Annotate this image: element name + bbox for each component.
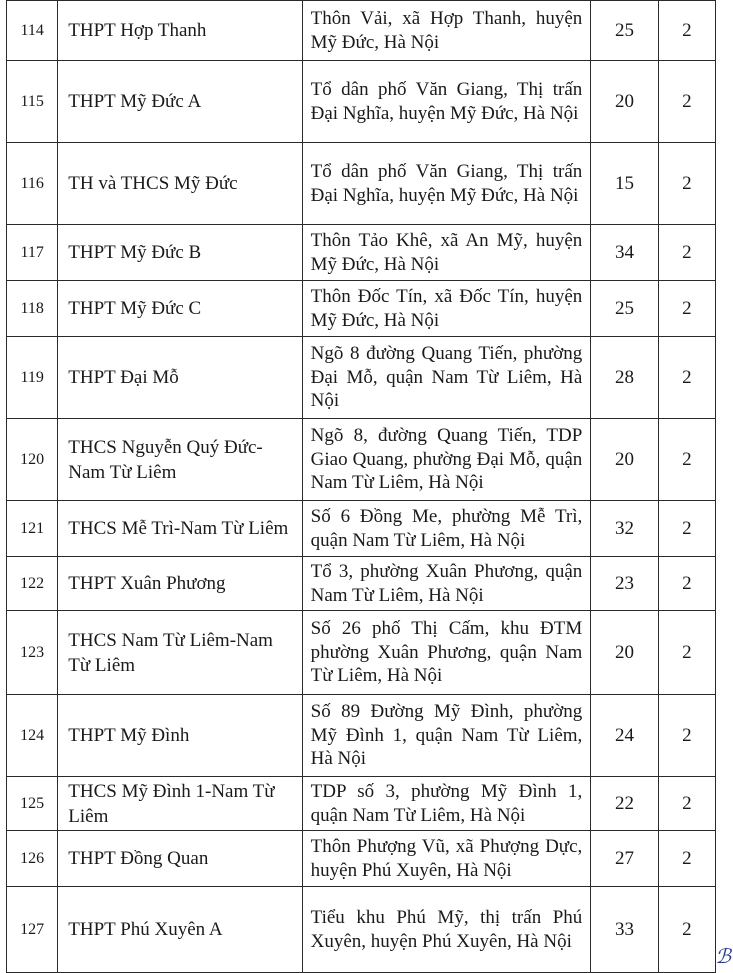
table-row	[7, 777, 716, 831]
student-count: 28	[591, 337, 658, 419]
table-row	[7, 501, 716, 557]
row-index: 120	[7, 419, 58, 501]
school-address: Tổ dân phố Văn Giang, Thị trấn Đại Nghĩa, huyện Mỹ Đức, Hà Nội	[302, 143, 591, 225]
table-row	[7, 225, 716, 281]
student-count: 24	[591, 695, 658, 777]
room-count: 2	[658, 831, 715, 887]
room-count: 2	[658, 611, 715, 695]
table-row	[7, 337, 716, 419]
row-index: 118	[7, 281, 58, 337]
handwritten-mark: ℬ	[715, 946, 731, 968]
student-count: 20	[591, 611, 658, 695]
schools-table	[6, 0, 716, 973]
room-count: 2	[658, 143, 715, 225]
school-address: Thôn Tảo Khê, xã An Mỹ, huyện Mỹ Đức, Hà Nội	[302, 225, 591, 281]
school-address: Số 6 Đồng Me, phường Mễ Trì, quận Nam Từ Liêm, Hà Nội	[302, 501, 591, 557]
school-address: Thôn Phượng Vũ, xã Phượng Dực, huyện Phú Xuyên, Hà Nội	[302, 831, 591, 887]
table-row	[7, 281, 716, 337]
table-row	[7, 1, 716, 61]
room-count: 2	[658, 419, 715, 501]
row-index: 121	[7, 501, 58, 557]
table-row	[7, 831, 716, 887]
table-body	[7, 1, 716, 973]
table-row	[7, 419, 716, 501]
school-address: Ngõ 8, đường Quang Tiến, TDP Giao Quang, phường Đại Mỗ, quận Nam Từ Liêm, Hà Nội	[302, 419, 591, 501]
school-name: THPT Mỹ Đình	[58, 695, 302, 777]
school-address: Ngõ 8 đường Quang Tiến, phường Đại Mỗ, quận Nam Từ Liêm, Hà Nội	[302, 337, 591, 419]
school-address: TDP số 3, phường Mỹ Đình 1, quận Nam Từ Liêm, Hà Nội	[302, 777, 591, 831]
room-count: 2	[658, 1, 715, 61]
table-row	[7, 61, 716, 143]
school-name: THPT Mỹ Đức A	[58, 61, 302, 143]
student-count: 25	[591, 281, 658, 337]
school-address: Thôn Vải, xã Hợp Thanh, huyện Mỹ Đức, Hà Nội	[302, 1, 591, 61]
school-name: TH và THCS Mỹ Đức	[58, 143, 302, 225]
row-index: 116	[7, 143, 58, 225]
student-count: 15	[591, 143, 658, 225]
row-index: 115	[7, 61, 58, 143]
room-count: 2	[658, 337, 715, 419]
student-count: 34	[591, 225, 658, 281]
school-name: THCS Nguyễn Quý Đức-Nam Từ Liêm	[58, 419, 302, 501]
school-address: Số 89 Đường Mỹ Đình, phường Mỹ Đình 1, quận Nam Từ Liêm, Hà Nội	[302, 695, 591, 777]
school-name: THPT Mỹ Đức C	[58, 281, 302, 337]
school-address: Tiểu khu Phú Mỹ, thị trấn Phú Xuyên, huyện Phú Xuyên, Hà Nội	[302, 887, 591, 973]
school-name: THPT Hợp Thanh	[58, 1, 302, 61]
room-count: 2	[658, 887, 715, 973]
row-index: 119	[7, 337, 58, 419]
school-address: Thôn Đốc Tín, xã Đốc Tín, huyện Mỹ Đức, Hà Nội	[302, 281, 591, 337]
row-index: 123	[7, 611, 58, 695]
row-index: 117	[7, 225, 58, 281]
table-row	[7, 695, 716, 777]
school-name: THCS Nam Từ Liêm-Nam Từ Liêm	[58, 611, 302, 695]
table-row	[7, 143, 716, 225]
school-address: Tổ dân phố Văn Giang, Thị trấn Đại Nghĩa, huyện Mỹ Đức, Hà Nội	[302, 61, 591, 143]
room-count: 2	[658, 501, 715, 557]
school-name: THPT Xuân Phương	[58, 557, 302, 611]
student-count: 25	[591, 1, 658, 61]
room-count: 2	[658, 695, 715, 777]
room-count: 2	[658, 777, 715, 831]
row-index: 122	[7, 557, 58, 611]
school-name: THPT Đại Mỗ	[58, 337, 302, 419]
row-index: 127	[7, 887, 58, 973]
room-count: 2	[658, 61, 715, 143]
row-index: 125	[7, 777, 58, 831]
row-index: 124	[7, 695, 58, 777]
student-count: 20	[591, 61, 658, 143]
school-name: THCS Mễ Trì-Nam Từ Liêm	[58, 501, 302, 557]
row-index: 114	[7, 1, 58, 61]
school-name: THCS Mỹ Đình 1-Nam Từ Liêm	[58, 777, 302, 831]
student-count: 20	[591, 419, 658, 501]
room-count: 2	[658, 225, 715, 281]
student-count: 22	[591, 777, 658, 831]
school-address: Số 26 phố Thị Cấm, khu ĐTM phường Xuân Phương, quận Nam Từ Liêm, Hà Nội	[302, 611, 591, 695]
school-name: THPT Mỹ Đức B	[58, 225, 302, 281]
room-count: 2	[658, 557, 715, 611]
row-index: 126	[7, 831, 58, 887]
school-name: THPT Phú Xuyên A	[58, 887, 302, 973]
room-count: 2	[658, 281, 715, 337]
school-address: Tổ 3, phường Xuân Phương, quận Nam Từ Liêm, Hà Nội	[302, 557, 591, 611]
school-name: THPT Đồng Quan	[58, 831, 302, 887]
student-count: 32	[591, 501, 658, 557]
table-row	[7, 611, 716, 695]
student-count: 33	[591, 887, 658, 973]
table-row	[7, 557, 716, 611]
table-row	[7, 887, 716, 973]
student-count: 27	[591, 831, 658, 887]
student-count: 23	[591, 557, 658, 611]
